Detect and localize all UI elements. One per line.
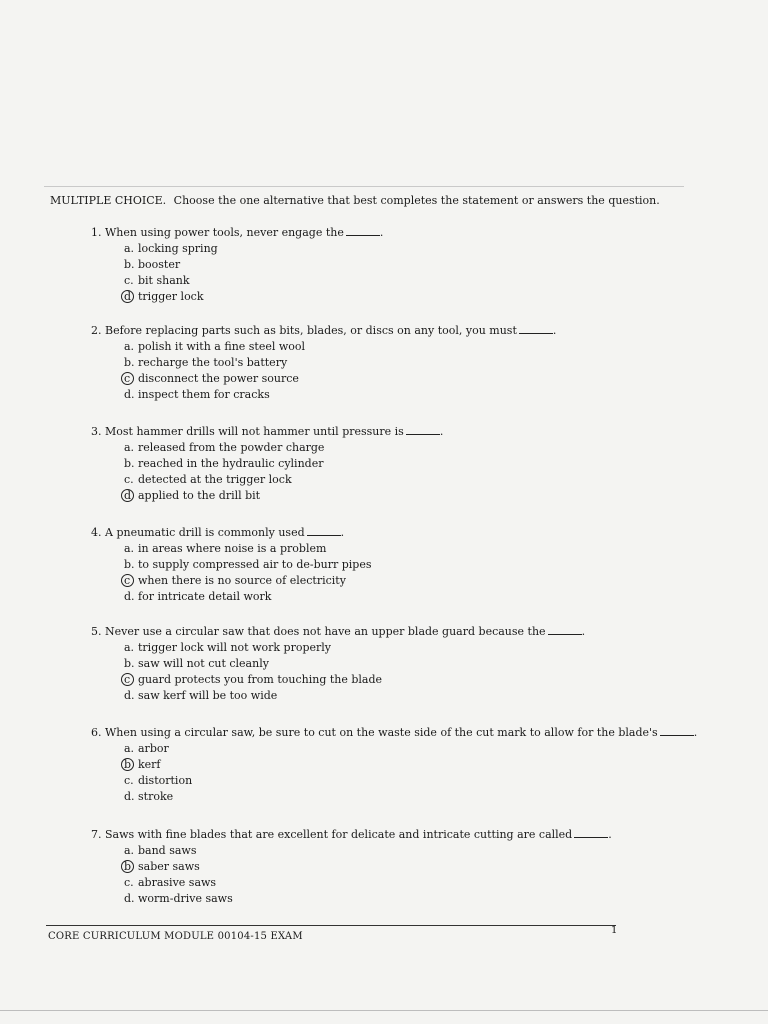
question-text: Saws with fine blades that are excellent for delicate and intricate cutting are called <box>105 828 573 841</box>
option-letter: b. <box>124 457 135 470</box>
option-text: applied to the drill bit <box>138 489 261 502</box>
option-letter: b. <box>124 657 135 670</box>
option-list <box>91 541 711 605</box>
question-stem <box>91 525 711 541</box>
option-letter: a. <box>124 441 135 454</box>
question-2 <box>91 323 711 403</box>
option-a[interactable] <box>124 741 711 757</box>
question-number: 7. <box>91 828 102 841</box>
option-text: detected at the trigger lock <box>138 473 292 486</box>
question-tail: . <box>340 526 345 539</box>
option-letter: b. <box>124 258 135 271</box>
option-text: arbor <box>138 742 169 755</box>
option-d[interactable] <box>124 488 711 504</box>
option-text: distortion <box>138 774 193 787</box>
option-b[interactable] <box>124 355 711 371</box>
option-b[interactable] <box>124 757 711 773</box>
option-text: band saws <box>138 844 197 857</box>
section-heading <box>50 194 700 208</box>
option-c[interactable] <box>124 672 711 688</box>
option-text: when there is no source of electricity <box>138 574 346 587</box>
option-a[interactable] <box>124 440 711 456</box>
option-text: recharge the tool's battery <box>138 356 288 369</box>
option-c[interactable] <box>124 273 711 289</box>
option-text: inspect them for cracks <box>138 388 270 401</box>
question-number: 3. <box>91 425 102 438</box>
question-number: 4. <box>91 526 102 539</box>
question-7 <box>91 827 711 907</box>
question-stem <box>91 624 711 640</box>
question-number: 5. <box>91 625 102 638</box>
option-letter: a. <box>124 844 135 857</box>
option-letter: c. <box>124 774 134 787</box>
option-letter: d. <box>124 590 135 603</box>
option-text: stroke <box>138 790 174 803</box>
question-text: Most hammer drills will not hammer until pressure is <box>105 425 404 438</box>
answer-blank <box>548 625 582 635</box>
option-text: booster <box>138 258 181 271</box>
footer-divider <box>46 925 616 926</box>
option-letter: b <box>124 758 132 771</box>
option-text: released from the powder charge <box>138 441 325 454</box>
option-letter: a. <box>124 242 135 255</box>
option-c[interactable] <box>124 371 711 387</box>
footer-exam-title: CORE CURRICULUM MODULE 00104-15 EXAM <box>48 931 303 942</box>
page-edge-line <box>0 1010 768 1011</box>
question-tail: . <box>693 726 698 739</box>
option-list <box>91 339 711 403</box>
option-a[interactable] <box>124 640 711 656</box>
answer-circle-mark <box>121 574 134 587</box>
option-text: guard protects you from touching the blade <box>138 673 383 686</box>
option-text: for intricate detail work <box>138 590 272 603</box>
question-1 <box>91 225 711 305</box>
option-letter: c. <box>124 876 134 889</box>
option-d[interactable] <box>124 891 711 907</box>
question-5 <box>91 624 711 704</box>
option-c[interactable] <box>124 472 711 488</box>
option-letter: c <box>124 574 131 587</box>
question-tail: . <box>552 324 557 337</box>
option-a[interactable] <box>124 541 711 557</box>
answer-blank <box>660 726 694 736</box>
option-text: abrasive saws <box>138 876 217 889</box>
option-text: saw will not cut cleanly <box>138 657 269 670</box>
question-text: When using a circular saw, be sure to cut on the waste side of the cut mark to allow for the blade's <box>105 726 658 739</box>
question-stem <box>91 424 711 440</box>
option-a[interactable] <box>124 843 711 859</box>
option-letter: a. <box>124 641 135 654</box>
option-letter: d. <box>124 388 135 401</box>
option-a[interactable] <box>124 339 711 355</box>
answer-circle-mark <box>121 758 134 771</box>
question-stem <box>91 827 711 843</box>
option-b[interactable] <box>124 456 711 472</box>
answer-circle-mark <box>121 372 134 385</box>
option-letter: d <box>124 290 132 303</box>
question-stem <box>91 323 711 339</box>
answer-circle-mark <box>121 860 134 873</box>
option-text: disconnect the power source <box>138 372 299 385</box>
question-number: 6. <box>91 726 102 739</box>
page-number: 1 <box>611 925 618 936</box>
option-d[interactable] <box>124 589 711 605</box>
option-b[interactable] <box>124 557 711 573</box>
answer-blank <box>346 226 380 236</box>
question-text: A pneumatic drill is commonly used <box>105 526 305 539</box>
section-instruction: Choose the one alternative that best completes the statement or answers the question. <box>173 194 660 207</box>
question-text: When using power tools, never engage the <box>105 226 344 239</box>
answer-blank <box>574 828 608 838</box>
option-text: saber saws <box>138 860 200 873</box>
answer-circle-mark <box>121 290 134 303</box>
option-d[interactable] <box>124 387 711 403</box>
option-letter: d. <box>124 892 135 905</box>
option-text: kerf <box>138 758 161 771</box>
option-text: worm-drive saws <box>138 892 233 905</box>
question-text: Before replacing parts such as bits, blades, or discs on any tool, you must <box>105 324 517 337</box>
option-text: trigger lock will not work properly <box>138 641 332 654</box>
option-letter: a. <box>124 340 135 353</box>
option-letter: c <box>124 372 131 385</box>
option-list <box>91 741 711 805</box>
answer-blank <box>519 324 553 334</box>
option-d[interactable] <box>124 289 711 305</box>
option-letter: b. <box>124 558 135 571</box>
option-text: to supply compressed air to de-burr pipes <box>138 558 372 571</box>
option-text: bit shank <box>138 274 190 287</box>
section-heading-lead: MULTIPLE CHOICE. <box>50 194 167 207</box>
question-tail: . <box>439 425 444 438</box>
option-list <box>91 241 711 305</box>
question-4 <box>91 525 711 605</box>
option-list <box>91 640 711 704</box>
option-c[interactable] <box>124 875 711 891</box>
option-letter: c. <box>124 473 134 486</box>
option-text: reached in the hydraulic cylinder <box>138 457 324 470</box>
option-text: saw kerf will be too wide <box>138 689 278 702</box>
question-3 <box>91 424 711 504</box>
question-number: 2. <box>91 324 102 337</box>
option-b[interactable] <box>124 257 711 273</box>
option-text: in areas where noise is a problem <box>138 542 327 555</box>
question-tail: . <box>581 625 586 638</box>
option-b[interactable] <box>124 859 711 875</box>
option-list <box>91 440 711 504</box>
option-letter: d. <box>124 790 135 803</box>
option-letter: b <box>124 860 132 873</box>
question-number: 1. <box>91 226 102 239</box>
option-a[interactable] <box>124 241 711 257</box>
question-6 <box>91 725 711 805</box>
answer-circle-mark <box>121 489 134 502</box>
question-stem <box>91 725 711 741</box>
option-d[interactable] <box>124 688 711 704</box>
option-letter: a. <box>124 542 135 555</box>
option-text: polish it with a fine steel wool <box>138 340 306 353</box>
option-letter: a. <box>124 742 135 755</box>
question-text: Never use a circular saw that does not have an upper blade guard because the <box>105 625 546 638</box>
answer-blank <box>406 425 440 435</box>
option-text: locking spring <box>138 242 218 255</box>
option-d[interactable] <box>124 789 711 805</box>
top-divider <box>44 186 684 187</box>
question-stem <box>91 225 711 241</box>
option-list <box>91 843 711 907</box>
question-tail: . <box>379 226 384 239</box>
option-letter: c. <box>124 274 134 287</box>
option-letter: d. <box>124 689 135 702</box>
answer-circle-mark <box>121 673 134 686</box>
option-b[interactable] <box>124 656 711 672</box>
option-c[interactable] <box>124 773 711 789</box>
option-letter: c <box>124 673 131 686</box>
option-letter: b. <box>124 356 135 369</box>
option-letter: d <box>124 489 132 502</box>
question-tail: . <box>608 828 612 841</box>
option-c[interactable] <box>124 573 711 589</box>
option-text: trigger lock <box>138 290 204 303</box>
answer-blank <box>307 526 341 536</box>
